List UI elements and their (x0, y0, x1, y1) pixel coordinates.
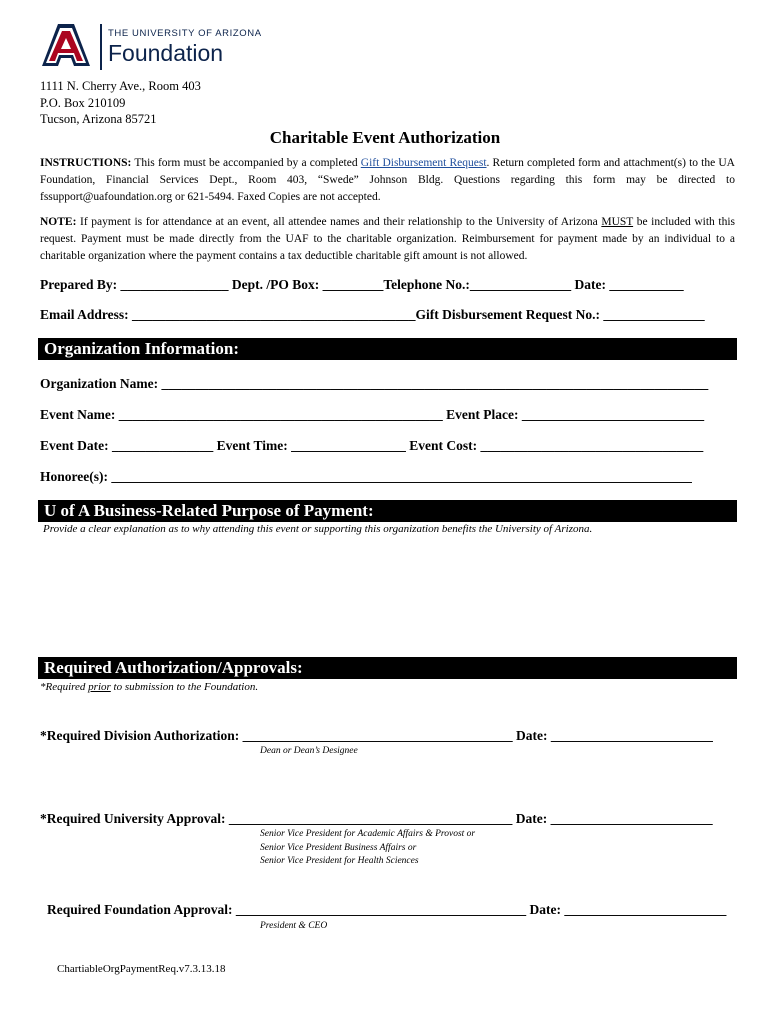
university-of-arizona-a-icon (40, 22, 92, 70)
foundation-approval-field[interactable]: Required Foundation Approval: ___________________________________________ Date: ________________________ (47, 902, 727, 917)
signer-caption-line: Senior Vice President Business Affairs or (260, 842, 417, 853)
address-line: P.O. Box 210109 (40, 95, 126, 110)
required-approvals-heading: Required Authorization/Approvals: (38, 657, 737, 679)
signer-caption-line: Senior Vice President for Health Sciences (260, 856, 419, 866)
approvals-note (40, 681, 258, 693)
form-version-footer: ChartiableOrgPaymentReq.v7.3.13.18 (57, 963, 226, 975)
approvals-note-text: *Required (40, 681, 89, 693)
instructions-paragraph (40, 155, 735, 206)
note-text-cont: be included with this request. Payment must be made directly from the UAF to the charitable organization. Reimbursement for payment made by an individual to a charitable organization where the payment contains a tax deductible charitable gift amount is not allowed. (40, 216, 735, 262)
logo-university-text: THE UNIVERSITY OF ARIZONA (108, 28, 262, 39)
foundation-address (40, 78, 201, 128)
honorees-field[interactable]: Honoree(s): ______________________________________________________________________________________ (40, 469, 692, 484)
event-date-time-cost-field[interactable]: Event Date: _______________ Event Time: _________________ Event Cost: _________________________________ (40, 438, 704, 453)
business-purpose-heading: U of A Business-Related Purpose of Payment: (38, 500, 737, 522)
approvals-note-text-cont: to submission to the Foundation. (110, 681, 259, 693)
ua-foundation-logo (40, 22, 262, 72)
note-text: If payment is for attendance at an event, all attendee names and their relationship to the University of Arizona (76, 216, 602, 228)
foundation-signer-caption (260, 920, 327, 934)
logo-foundation-text: Foundation (108, 40, 224, 66)
business-purpose-textarea[interactable] (40, 542, 735, 650)
signer-caption-line: President & CEO (260, 921, 328, 931)
instructions-text: This form must be accompanied by a completed (131, 157, 361, 169)
prepared-by-row[interactable]: Prepared By: ________________ Dept. /PO Box: _________Telephone No.:_______________ Date: ___________ (40, 277, 684, 292)
note-emphasis: MUST (601, 216, 634, 228)
event-name-place-field[interactable]: Event Name: ________________________________________________ Event Place: ___________________________ (40, 407, 705, 422)
business-purpose-instruction: Provide a clear explanation as to why attending this event or supporting this organization benefits the University of Arizona. (43, 523, 593, 535)
division-signer-caption (260, 745, 358, 759)
instructions-text-cont: . Return completed form and attachment(s) to the UA Foundation, Financial Services Dept., Room 403, “Swede” Johnson Bldg. Questions regarding this form may be directed to fssupport@uafoundation.org or 621-5494. Faxed Copies are not accepted. (40, 157, 735, 203)
approvals-note-emphasis: prior (88, 681, 111, 693)
address-line: Tucson, Arizona 85721 (40, 112, 157, 126)
signer-caption-line: Senior Vice President for Academic Affairs & Provost or (260, 829, 476, 839)
note-label: NOTE: (40, 216, 77, 228)
signer-caption-line: Dean or Dean’s Designee (260, 746, 358, 756)
division-authorization-field[interactable]: *Required Division Authorization: ________________________________________ Date: ________________________ (40, 728, 713, 743)
gift-disbursement-request-link[interactable]: Gift Disbursement Request (360, 157, 487, 169)
organization-name-field[interactable]: Organization Name: _________________________________________________________________________________ (40, 376, 709, 391)
note-paragraph (40, 214, 735, 265)
organization-information-heading: Organization Information: (38, 338, 737, 360)
form-title: Charitable Event Authorization (269, 128, 501, 147)
university-approval-field[interactable]: *Required University Approval: __________________________________________ Date: ________________________ (40, 811, 713, 826)
university-signer-caption (260, 828, 475, 869)
email-address-row[interactable]: Email Address: __________________________________________Gift Disbursement Request No.: _______________ (40, 307, 705, 322)
logo-divider (100, 24, 102, 70)
instructions-label: INSTRUCTIONS: (40, 157, 132, 169)
address-line: 1111 N. Cherry Ave., Room 403 (40, 79, 201, 93)
